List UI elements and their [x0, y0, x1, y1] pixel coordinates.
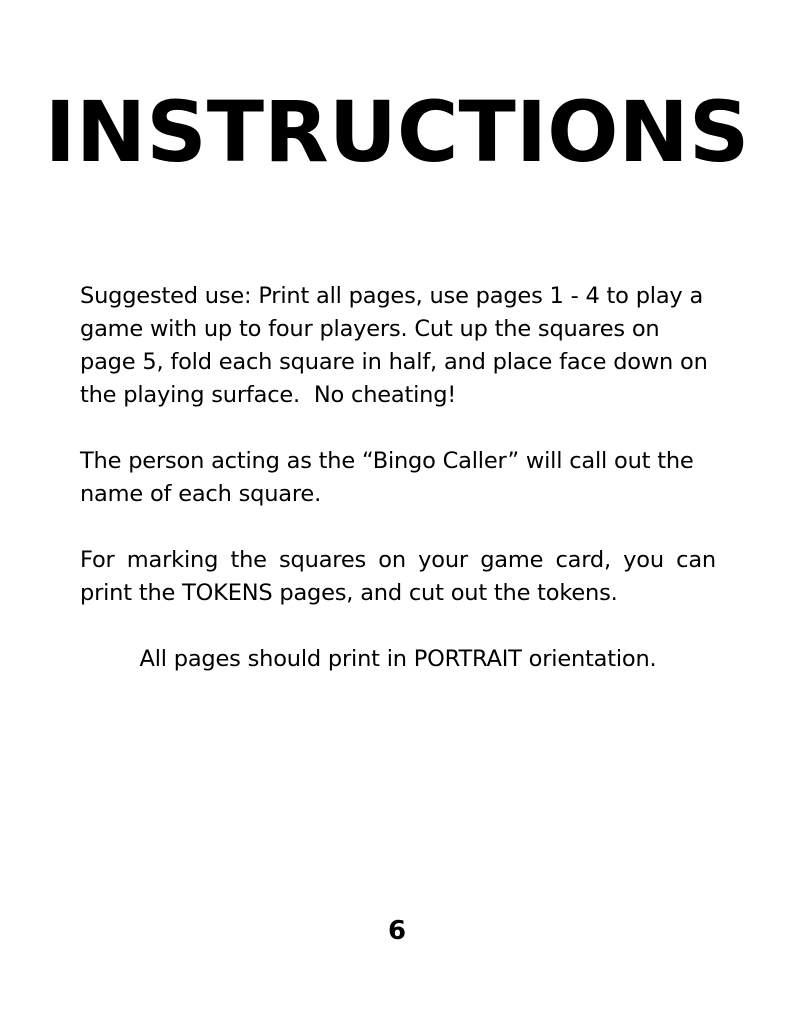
page-number: 6	[387, 916, 407, 946]
paragraph-tokens: For marking the squares on your game card, you can print the TOKENS pages, and cut out the tokens.	[80, 547, 716, 606]
paragraph-portrait-orientation: All pages should print in PORTRAIT orientation.	[139, 646, 657, 672]
paragraph-bingo-caller: The person acting as the “Bingo Caller” will call out the name of each square.	[80, 448, 694, 507]
paragraph-suggested-use: Suggested use: Print all pages, use pages 1 - 4 to play a game with up to four players. Cut up the squares on page 5, fold each square in half, and place face down on the playing surface. No cheating!	[80, 283, 715, 408]
page-title: INSTRUCTIONS	[44, 83, 750, 181]
instructions-body	[80, 280, 716, 709]
